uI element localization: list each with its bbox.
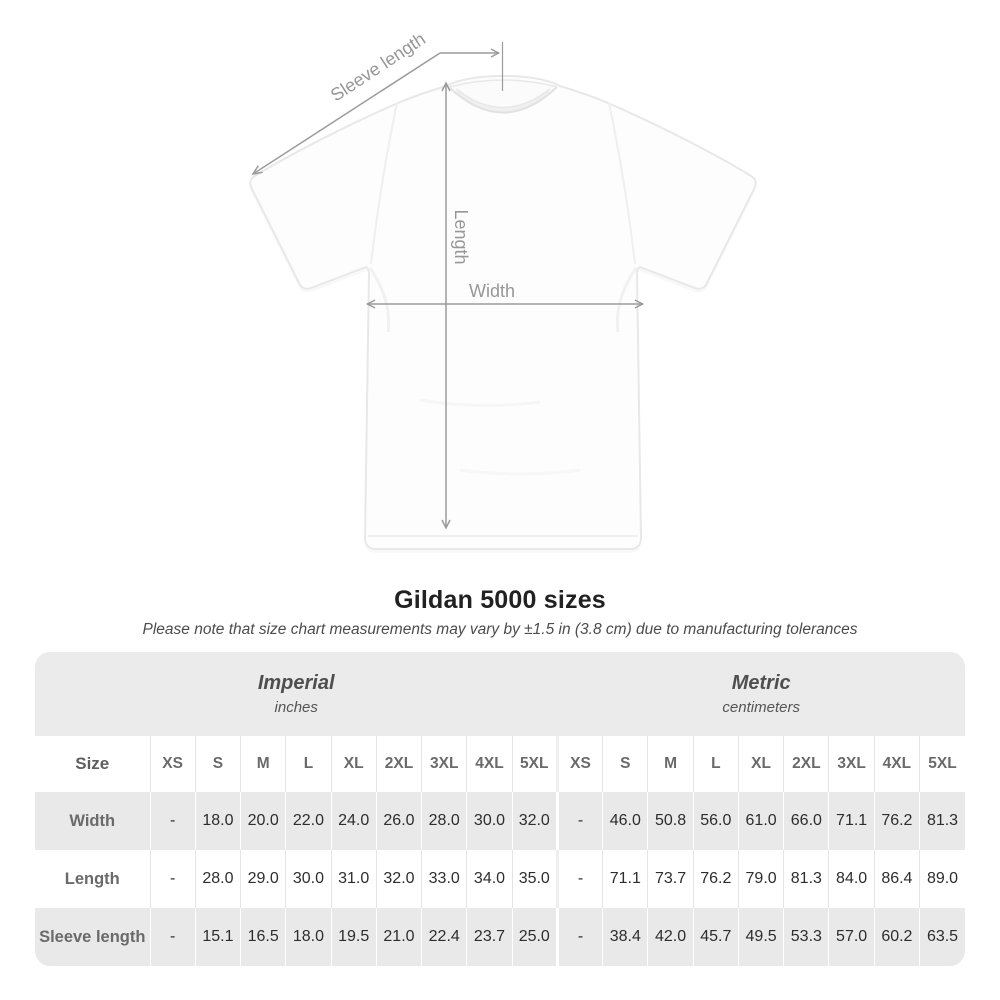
metric-sublabel: centimeters <box>722 699 800 716</box>
table-row <box>35 792 965 850</box>
value-cell: 63.5 <box>920 908 965 966</box>
row-label: Length <box>64 869 120 888</box>
value-cell: 56.0 <box>693 792 738 850</box>
col-header-imperial-s: S <box>195 736 240 792</box>
value-cell: 20.0 <box>241 792 286 850</box>
col-header-metric-2xl: 2XL <box>784 736 829 792</box>
col-header-imperial-m: M <box>241 736 286 792</box>
col-header-metric-3xl: 3XL <box>829 736 874 792</box>
col-header-metric-s: S <box>603 736 648 792</box>
table-row <box>35 850 965 908</box>
value-cell: 79.0 <box>738 850 783 908</box>
value-cell: 45.7 <box>693 908 738 966</box>
length-label: Length <box>451 209 471 265</box>
value-cell: 89.0 <box>920 850 965 908</box>
value-cell: 23.7 <box>467 908 512 966</box>
value-cell: 34.0 <box>467 850 512 908</box>
row-label: Sleeve length <box>39 927 146 946</box>
value-cell: 29.0 <box>241 850 286 908</box>
value-cell: 22.0 <box>286 792 331 850</box>
value-cell: 81.3 <box>784 850 829 908</box>
col-header-imperial-2xl: 2XL <box>376 736 421 792</box>
value-cell: 66.0 <box>784 792 829 850</box>
value-cell: 31.0 <box>331 850 376 908</box>
value-cell: 76.2 <box>874 792 919 850</box>
row-label: Width <box>69 811 116 830</box>
value-cell: 15.1 <box>195 908 240 966</box>
col-header-imperial-3xl: 3XL <box>422 736 467 792</box>
value-cell: 61.0 <box>738 792 783 850</box>
col-header-imperial-l: L <box>286 736 331 792</box>
value-cell: 19.5 <box>331 908 376 966</box>
page-title: Gildan 5000 sizes <box>394 586 606 614</box>
value-cell: 50.8 <box>648 792 693 850</box>
value-cell: 21.0 <box>376 908 421 966</box>
value-cell: 26.0 <box>376 792 421 850</box>
value-cell: 33.0 <box>422 850 467 908</box>
value-cell: 28.0 <box>422 792 467 850</box>
value-cell: 53.3 <box>784 908 829 966</box>
value-cell: 73.7 <box>648 850 693 908</box>
value-cell: 30.0 <box>467 792 512 850</box>
value-cell: 30.0 <box>286 850 331 908</box>
size-header-row <box>35 736 965 792</box>
value-cell: 38.4 <box>603 908 648 966</box>
imperial-label: Imperial <box>257 672 335 694</box>
value-cell: - <box>150 850 195 908</box>
value-cell: 18.0 <box>195 792 240 850</box>
value-cell: 86.4 <box>874 850 919 908</box>
col-header-metric-xl: XL <box>738 736 783 792</box>
imperial-group-header <box>35 652 557 736</box>
col-header-imperial-4xl: 4XL <box>467 736 512 792</box>
imperial-sublabel: inches <box>274 699 318 716</box>
value-cell: 32.0 <box>512 792 557 850</box>
value-cell: 46.0 <box>603 792 648 850</box>
col-header-metric-4xl: 4XL <box>874 736 919 792</box>
metric-group-header <box>557 652 965 736</box>
col-header-metric-m: M <box>648 736 693 792</box>
value-cell: 84.0 <box>829 850 874 908</box>
tolerance-note: Please note that size chart measurements may vary by ±1.5 in (3.8 cm) due to manufacturing tolerances <box>142 621 858 638</box>
value-cell: 32.0 <box>376 850 421 908</box>
value-cell: 57.0 <box>829 908 874 966</box>
size-column-header: Size <box>75 754 110 773</box>
value-cell: 76.2 <box>693 850 738 908</box>
value-cell: - <box>150 908 195 966</box>
value-cell: 60.2 <box>874 908 919 966</box>
value-cell: 35.0 <box>512 850 557 908</box>
col-header-metric-5xl: 5XL <box>920 736 965 792</box>
size-table-container <box>35 652 965 966</box>
value-cell: - <box>150 792 195 850</box>
value-cell: 22.4 <box>422 908 467 966</box>
value-cell: 71.1 <box>829 792 874 850</box>
value-cell: 42.0 <box>648 908 693 966</box>
value-cell: - <box>557 908 602 966</box>
table-row <box>35 908 965 966</box>
col-header-imperial-xl: XL <box>331 736 376 792</box>
col-header-metric-l: L <box>693 736 738 792</box>
value-cell: - <box>557 792 602 850</box>
value-cell: 25.0 <box>512 908 557 966</box>
value-cell: 49.5 <box>738 908 783 966</box>
value-cell: 71.1 <box>603 850 648 908</box>
unit-group-header-row <box>35 652 965 736</box>
value-cell: 28.0 <box>195 850 240 908</box>
value-cell: - <box>557 850 602 908</box>
value-cell: 18.0 <box>286 908 331 966</box>
value-cell: 16.5 <box>241 908 286 966</box>
col-header-metric-xs: XS <box>557 736 602 792</box>
size-table <box>35 652 965 966</box>
value-cell: 81.3 <box>920 792 965 850</box>
metric-label: Metric <box>731 672 791 694</box>
tshirt-outline <box>250 76 755 549</box>
value-cell: 24.0 <box>331 792 376 850</box>
col-header-imperial-5xl: 5XL <box>512 736 557 792</box>
col-header-imperial-xs: XS <box>150 736 195 792</box>
width-label: Width <box>468 281 516 301</box>
sleeve-length-label: Sleeve length <box>326 28 430 106</box>
